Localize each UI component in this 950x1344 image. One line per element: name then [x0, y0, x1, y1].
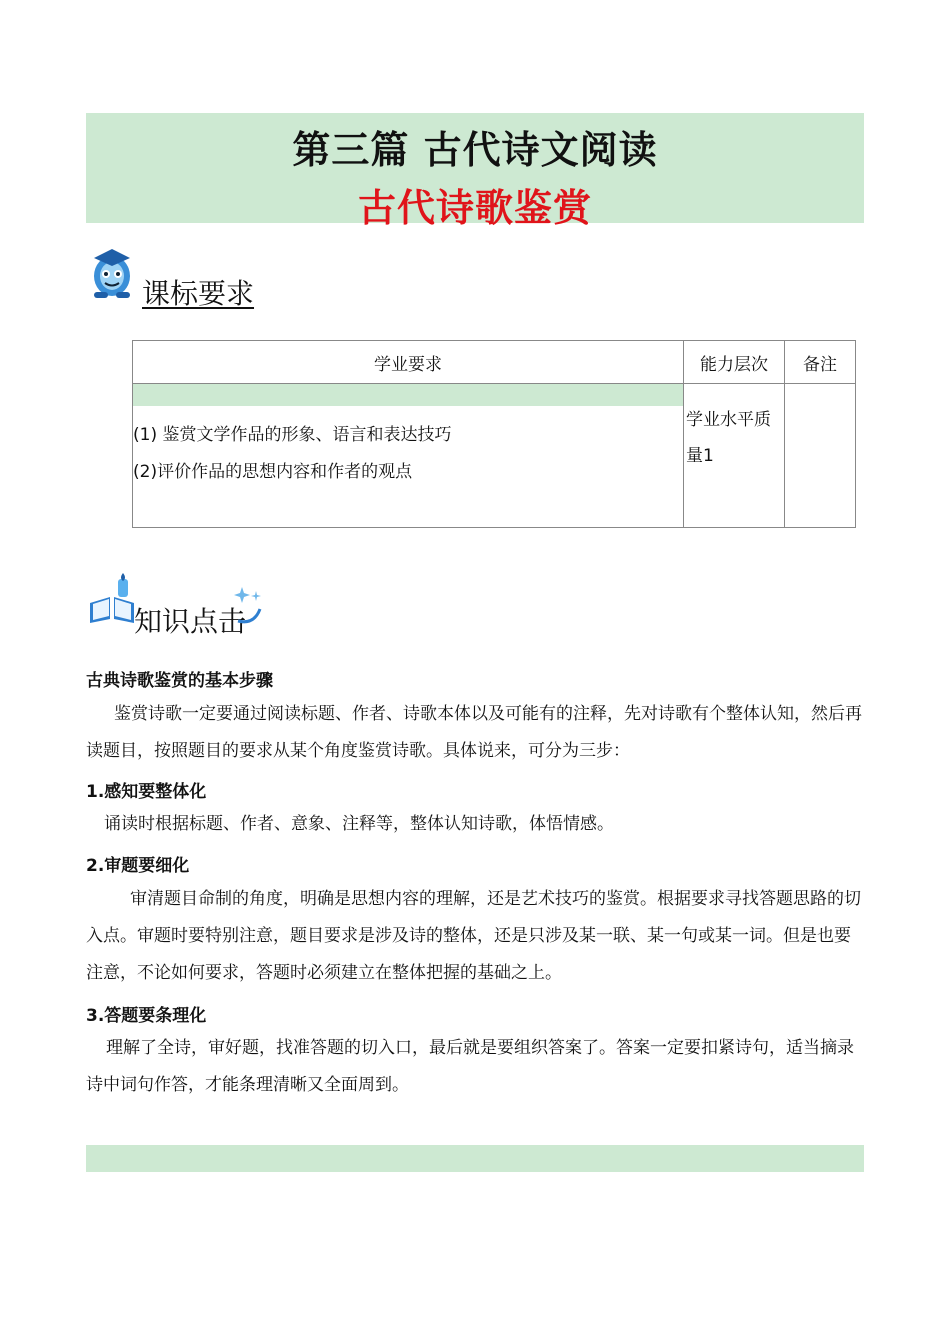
- ability-cell: 学业水平质量1: [684, 384, 785, 528]
- table-row: [133, 384, 856, 528]
- table-header-ability: 能力层次: [684, 341, 785, 384]
- requirement-item: (1) 鉴赏文学作品的形象、语言和表达技巧: [133, 425, 452, 445]
- section-heading-requirements: 课标要求: [142, 277, 255, 310]
- sparkle-icon: [234, 585, 264, 625]
- intro-paragraph: 鉴赏诗歌一定要通过阅读标题、作者、诗歌本体以及可能有的注释，先对诗歌有个整体认知，然后再读题目，按照题目的要求从某个角度鉴赏诗歌。具体说来，可分为三步：: [86, 704, 862, 761]
- knowledge-subtitle: 古典诗歌鉴赏的基本步骤: [86, 671, 273, 691]
- cell-highlight: [133, 384, 683, 406]
- table-header-row: [133, 341, 856, 384]
- title-band: [86, 113, 864, 230]
- step-title: 1.感知要整体化: [86, 782, 207, 802]
- page-subtitle: 古代诗歌鉴赏: [357, 185, 592, 230]
- page-title: 第三篇 古代诗文阅读: [292, 127, 658, 172]
- step-title: 3.答题要条理化: [86, 1006, 207, 1026]
- requirement-cell: [133, 384, 684, 528]
- step-text: 理解了全诗，审好题，找准答题的切入口，最后就是要组织答案了。答案一定要扣紧诗句，适当摘录诗中词句作答，才能条理清晰又全面周到。: [86, 1038, 854, 1095]
- step-text: 审清题目命制的角度，明确是思想内容的理解，还是艺术技巧的鉴赏。根据要求寻找答题思路的切入点。审题时要特别注意，题目要求是涉及诗的整体，还是只涉及某一联、某一句或某一词。但是也要注意，不论如何要求，答题时必须建立在整体把握的基础之上。: [86, 889, 861, 983]
- requirement-item: (2)评价作品的思想内容和作者的观点: [133, 462, 413, 482]
- bottom-band: [86, 1145, 864, 1172]
- table-header-note: 备注: [785, 341, 856, 384]
- mascot-icon: [88, 246, 136, 300]
- section-heading-knowledge: 知识点击: [134, 605, 247, 638]
- requirements-table: [132, 340, 856, 528]
- book-icon: [88, 573, 136, 623]
- table-header-requirement: 学业要求: [133, 341, 684, 384]
- step-title: 2.审题要细化: [86, 856, 190, 876]
- step-text: 诵读时根据标题、作者、意象、注释等，整体认知诗歌，体悟情感。: [104, 814, 614, 834]
- note-cell: [785, 384, 856, 528]
